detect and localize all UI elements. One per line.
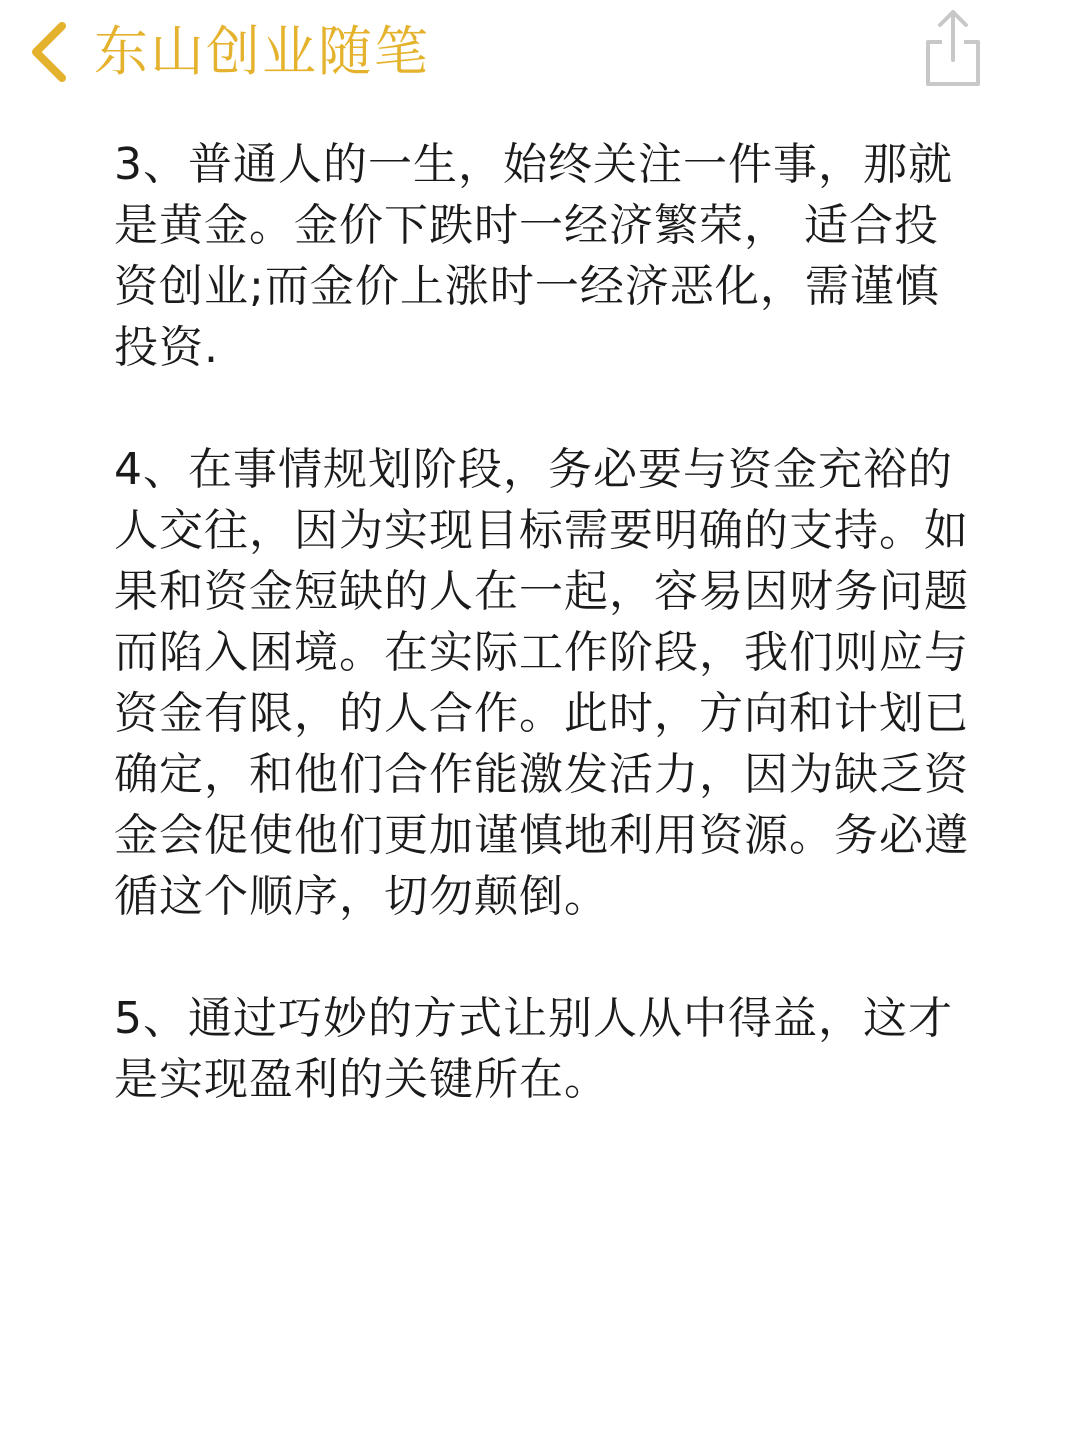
back-label: 东山创业随笔 — [94, 20, 430, 83]
share-button[interactable] — [918, 8, 988, 90]
back-button[interactable] — [28, 14, 430, 90]
note-body — [114, 134, 974, 1110]
note-paragraph-3: 3、普通人的一生，始终关注一件事，那就是黄金。金价下跌时一经济繁荣， 适合投资创业;而金价上涨时一经济恶化，需谨慎投资. — [114, 139, 953, 373]
note-paragraph-4: 4、在事情规划阶段，务必要与资金充裕的人交往，因为实现目标需要明确的支持。如果和资金短缺的人在一起，容易因财务问题而陷入困境。在实际工作阶段，我们则应与资金有限，的人合作。此时，方向和计划已确定，和他们合作能激发活力，因为缺乏资金会促使他们更加谨慎地利用资源。务必遵循这个顺序，切勿颠倒。 — [114, 444, 969, 922]
navigation-bar — [0, 0, 1080, 110]
note-paragraph-5: 5、通过巧妙的方式让别人从中得益，这才是实现盈利的关键所在。 — [114, 993, 953, 1105]
share-icon — [918, 8, 988, 90]
chevron-left-icon — [28, 20, 72, 84]
